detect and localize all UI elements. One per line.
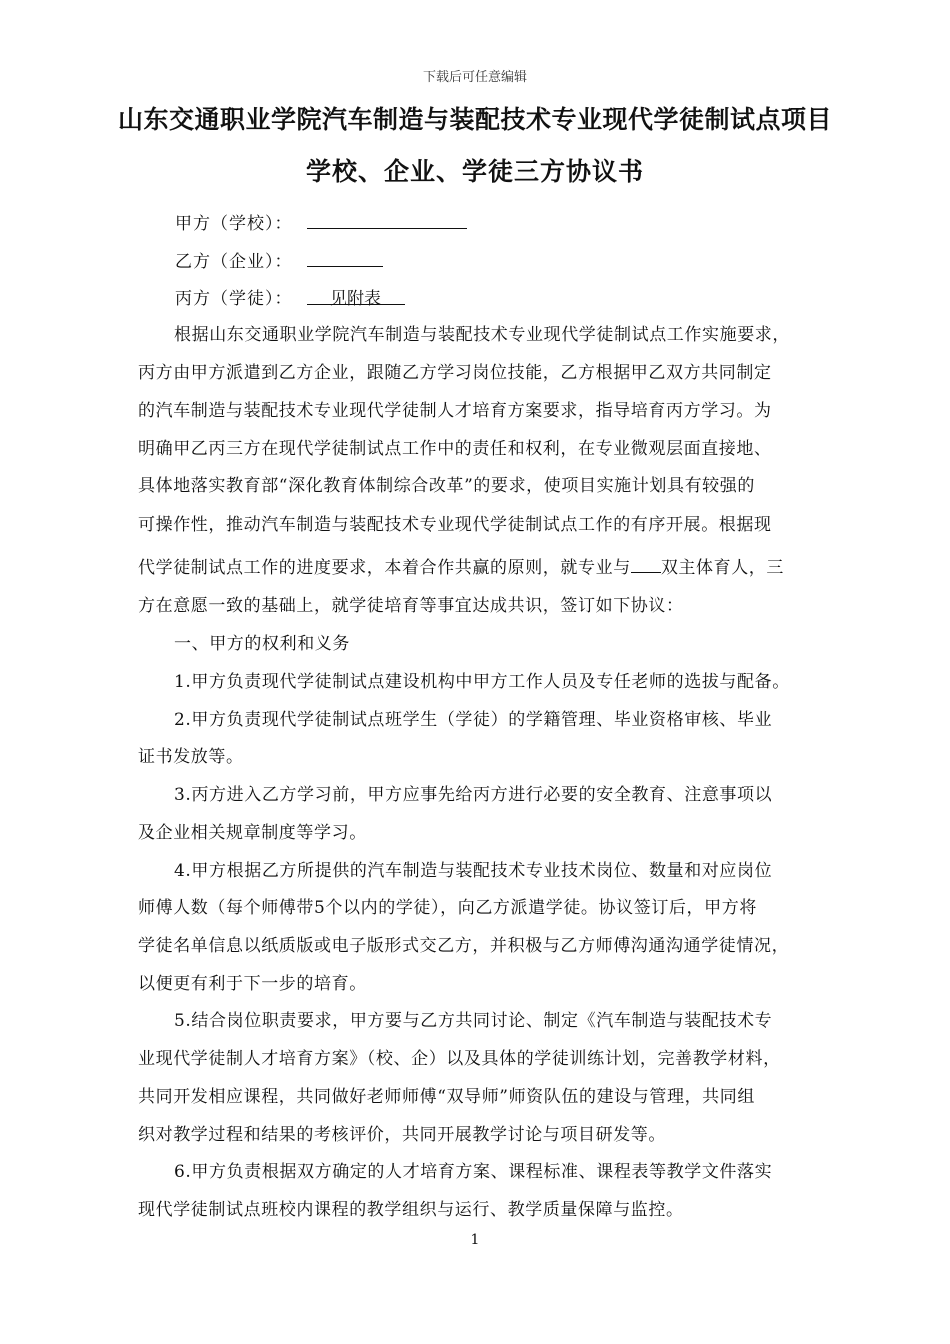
clause-line: 以便更有利于下一步的培育。 xyxy=(138,974,367,994)
section-heading: 一、甲方的权利和义务 xyxy=(174,634,350,654)
party-b-row xyxy=(175,246,383,272)
paragraph-line: 根据山东交通职业学院汽车制造与装配技术专业现代学徒制试点工作实施要求， xyxy=(174,325,790,345)
clause-line: 5.结合岗位职责要求，甲方要与乙方共同讨论、制定《汽车制造与装配技术专 xyxy=(174,1011,773,1031)
clause-line: 学徒名单信息以纸质版或电子版形式交乙方，并积极与乙方师傅沟通沟通学徒情况， xyxy=(138,936,790,956)
paragraph-text: 双主体育人，三 xyxy=(660,558,785,578)
page-number: 1 xyxy=(470,1232,480,1248)
party-c-label: 丙方（学徒）： xyxy=(175,289,293,309)
paragraph-line xyxy=(138,553,784,578)
document-title: 山东交通职业学院汽车制造与装配技术专业现代学徒制试点项目 xyxy=(117,105,832,134)
paragraph-line: 可操作性，推动汽车制造与装配技术专业现代学徒制试点工作的有序开展。根据现 xyxy=(138,515,772,535)
clause-line: 3.丙方进入乙方学习前，甲方应事先给丙方进行必要的安全教育、注意事项以 xyxy=(174,785,773,805)
party-b-label: 乙方（企业）： xyxy=(175,252,293,272)
clause-line: 织对教学过程和结果的考核评价，共同开展教学讨论与项目研发等。 xyxy=(138,1125,666,1145)
party-c-row xyxy=(175,284,405,309)
paragraph-text: 代学徒制试点工作的进度要求，本着合作共赢的原则，就专业与 xyxy=(138,558,631,578)
party-a-label: 甲方（学校）： xyxy=(175,214,293,234)
clause-line: 4.甲方根据乙方所提供的汽车制造与装配技术专业技术岗位、数量和对应岗位 xyxy=(174,861,773,881)
party-a-blank xyxy=(307,208,467,229)
clause-line: 6.甲方负责根据双方确定的人才培育方案、课程标准、课程表等教学文件落实 xyxy=(174,1162,773,1182)
paragraph-line: 的汽车制造与装配技术专业现代学徒制人才培育方案要求，指导培育丙方学习。为 xyxy=(138,401,772,421)
paragraph-line: 丙方由甲方派遣到乙方企业，跟随乙方学习岗位技能，乙方根据甲乙双方共同制定 xyxy=(138,363,772,383)
clause-line: 及企业相关规章制度等学习。 xyxy=(138,823,367,843)
party-b-blank xyxy=(307,246,383,267)
paragraph-line: 明确甲乙丙三方在现代学徒制试点工作中的责任和权利，在专业微观层面直接地、 xyxy=(138,439,772,459)
header-note: 下载后可任意编辑 xyxy=(422,70,527,85)
clause-line: 证书发放等。 xyxy=(138,747,244,767)
fill-in-blank xyxy=(631,558,661,573)
clause-line: 现代学徒制试点班校内课程的教学组织与运行、教学质量保障与监控。 xyxy=(138,1200,684,1220)
clause-line: 师傅人数（每个师傅带5个以内的学徒），向乙方派遣学徒。协议签订后，甲方将 xyxy=(138,898,757,918)
clause-line: 业现代学徒制人才培育方案》（校、企）以及具体的学徒训练计划，完善教学材料， xyxy=(138,1049,781,1069)
clause-line: 2.甲方负责现代学徒制试点班学生（学徒）的学籍管理、毕业资格审核、毕业 xyxy=(174,710,773,730)
party-a-row xyxy=(175,208,467,234)
clause-line: 共同开发相应课程，共同做好老师师傅“双导师”师资队伍的建设与管理，共同组 xyxy=(138,1087,755,1107)
paragraph-line: 方在意愿一致的基础上，就学徒培育等事宜达成共识，签订如下协议： xyxy=(138,596,684,616)
party-c-value: 见附表 xyxy=(307,284,405,305)
clause-line: 1.甲方负责现代学徒制试点建设机构中甲方工作人员及专任老师的选拔与配备。 xyxy=(174,672,790,692)
paragraph-line: 具体地落实教育部“深化教育体制综合改革”的要求，使项目实施计划具有较强的 xyxy=(138,476,755,496)
document-subtitle: 学校、企业、学徒三方协议书 xyxy=(305,157,644,186)
